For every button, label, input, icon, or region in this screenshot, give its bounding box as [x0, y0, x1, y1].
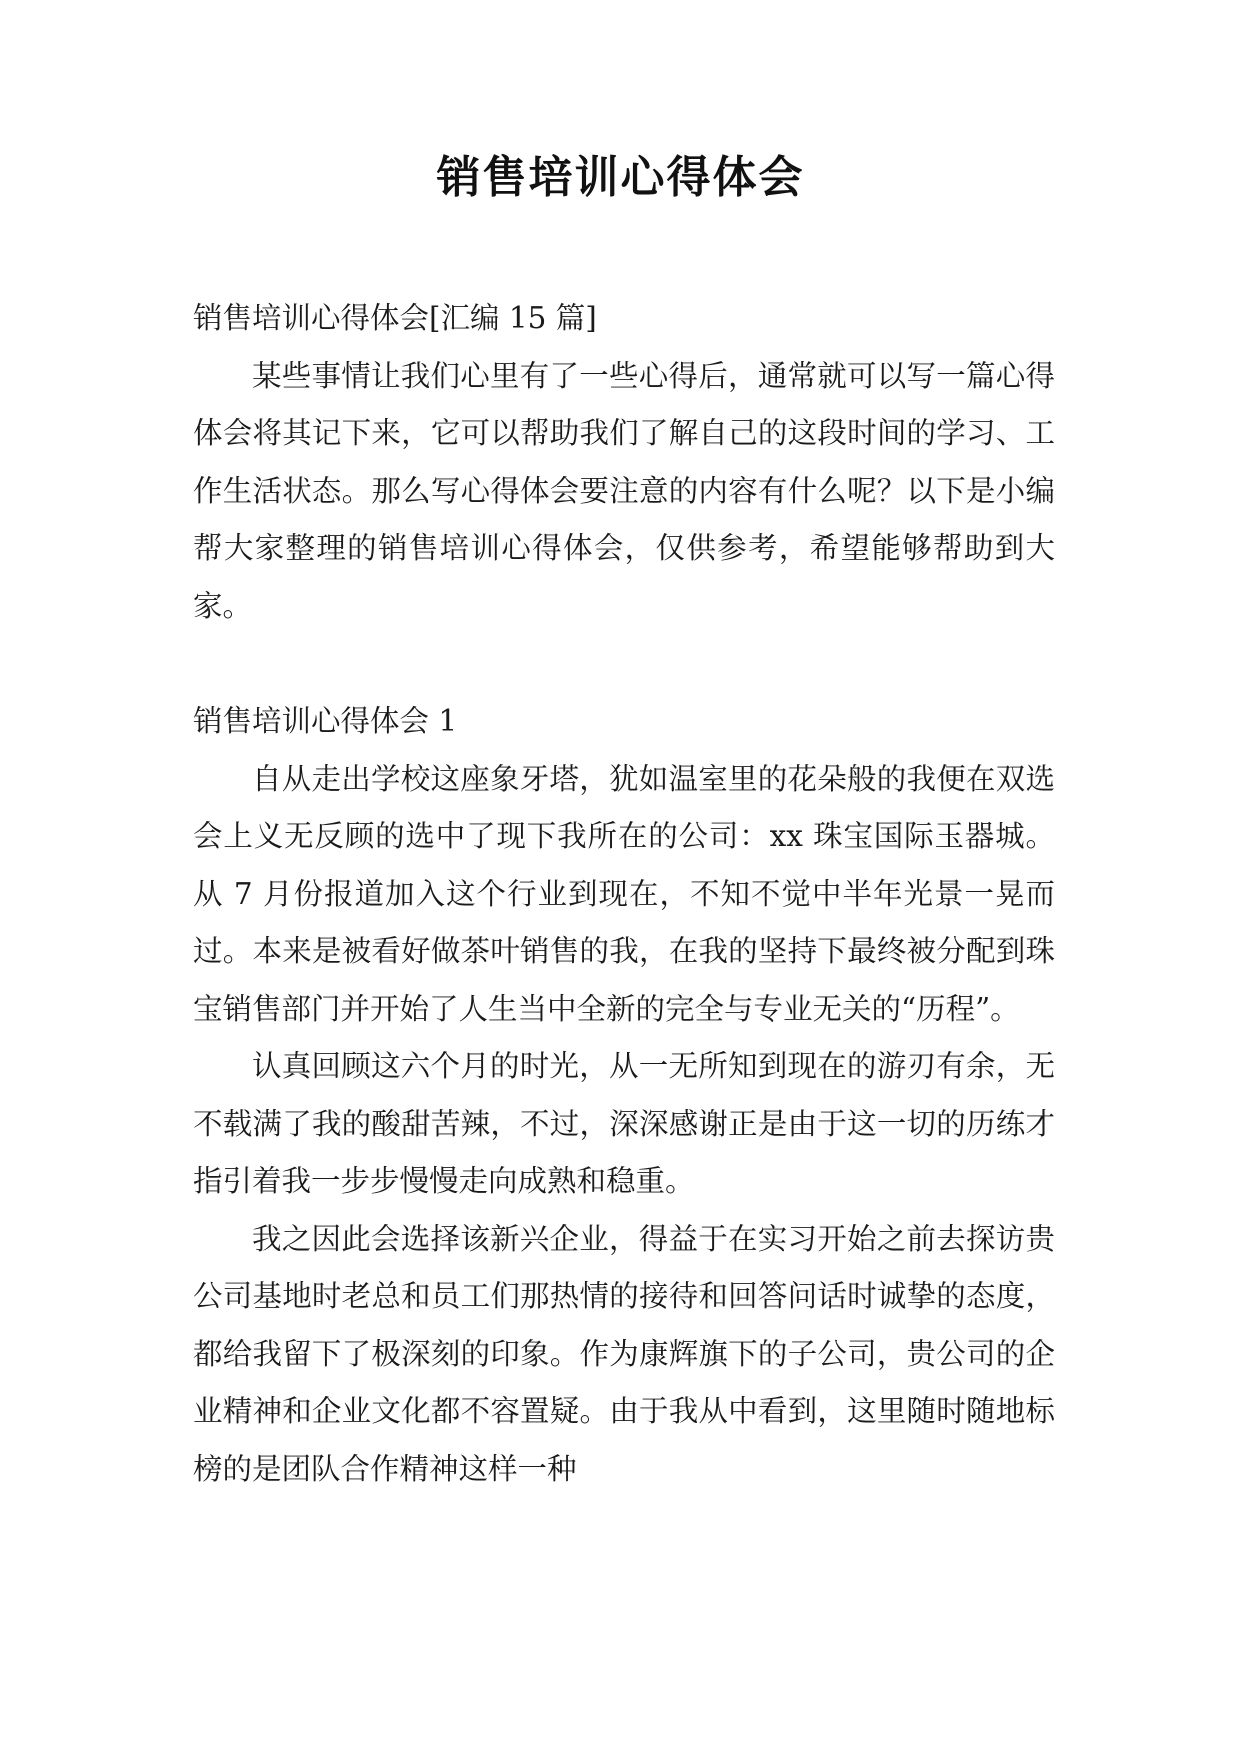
body-paragraph: 我之因此会选择该新兴企业，得益于在实习开始之前去探访贵公司基地时老总和员工们那热情的接待和回答问话时诚挚的态度，都给我留下了极深刻的印象。作为康辉旗下的子公司，贵公司的企业精神和企业文化都不容置疑。由于我从中看到，这里随时随地标榜的是团队合作精神这样一种: [193, 1221, 1055, 1486]
document-subtitle: 销售培训心得体会[汇编 15 篇]: [193, 301, 597, 335]
body-paragraph: 认真回顾这六个月的时光，从一无所知到现在的游刃有余，无不载满了我的酸甜苦辣，不过，深深感谢正是由于这一切的历练才指引着我一步步慢慢走向成熟和稳重。: [193, 1049, 1055, 1198]
section-heading: 销售培训心得体会 1: [193, 704, 458, 738]
document-body: [193, 290, 1055, 1498]
body-paragraph: 自从走出学校这座象牙塔，犹如温室里的花朵般的我便在双选会上义无反顾的选中了现下我所在的公司：xx 珠宝国际玉器城。从 7 月份报道加入这个行业到现在，不知不觉中半年光景一晃而过。本来是被看好做茶叶销售的我，在我的坚持下最终被分配到珠宝销售部门并开始了人生当中全新的完全与专业无关的“历程”。: [193, 761, 1055, 1026]
intro-paragraph: 某些事情让我们心里有了一些心得后，通常就可以写一篇心得体会将其记下来，它可以帮助我们了解自己的这段时间的学习、工作生活状态。那么写心得体会要注意的内容有什么呢？以下是小编帮大家整理的销售培训心得体会，仅供参考，希望能够帮助到大家。: [193, 358, 1055, 623]
document-title: 销售培训心得体会: [436, 152, 805, 203]
section-spacer: [193, 635, 1055, 693]
